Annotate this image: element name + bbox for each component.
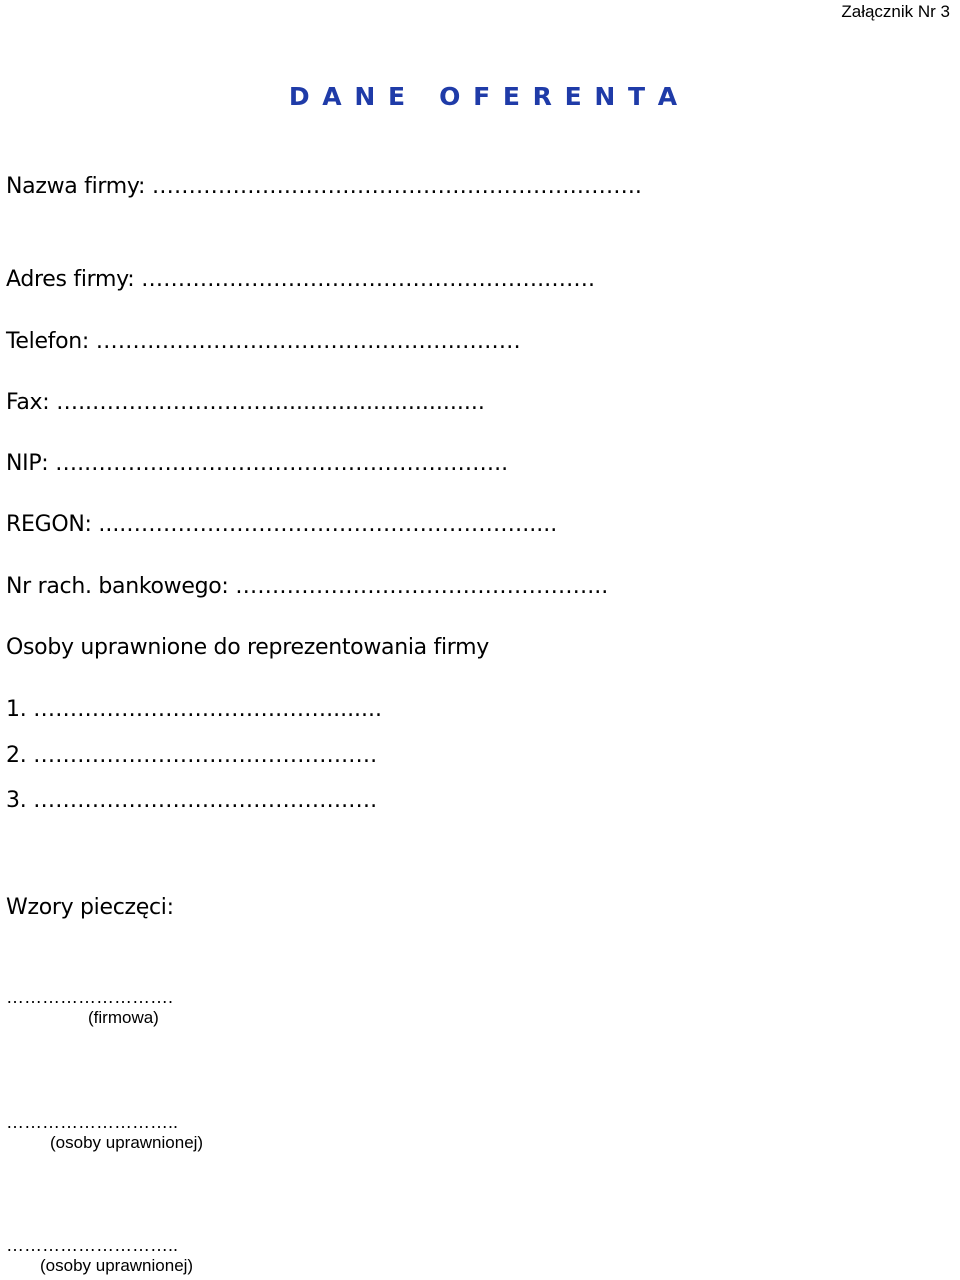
- field-label: REGON:: [6, 512, 92, 537]
- company-address-field: [6, 267, 595, 292]
- fax-field: [6, 390, 485, 415]
- field-label: Nr rach. bankowego:: [6, 574, 229, 599]
- representatives-heading: Osoby uprawnione do reprezentowania firmy: [6, 635, 489, 660]
- representative-line: [6, 697, 382, 722]
- field-label: Telefon:: [6, 329, 90, 354]
- representative-line: [6, 788, 377, 813]
- field-dots: ………………………………………….………: [95, 329, 521, 354]
- field-dots: ……………………………………………….…….: [141, 267, 596, 292]
- stamp-caption: (osoby uprawnionej): [50, 1133, 204, 1152]
- representative-dots: …………………………….……........: [33, 697, 383, 722]
- field-dots: ……………….………………………………….……..: [151, 174, 642, 199]
- representative-dots: …………………………………….….: [33, 743, 378, 768]
- regon-field: [6, 512, 557, 537]
- stamps-heading: Wzory pieczęci:: [6, 895, 174, 920]
- representative-number: 2.: [6, 743, 27, 768]
- field-spacer: [145, 174, 152, 199]
- field-dots: …………………………………………...: [235, 574, 609, 599]
- representative-line: [6, 743, 377, 768]
- field-spacer: [89, 329, 96, 354]
- field-label: Adres firmy:: [6, 267, 135, 292]
- phone-field: [6, 329, 521, 354]
- field-label: NIP:: [6, 451, 49, 476]
- field-dots: …..……………………...............................: [56, 390, 485, 415]
- document-title: D A N E O F E R E N T A: [288, 82, 680, 111]
- field-dots: ....……………………………………………….....: [98, 512, 558, 537]
- field-label: Nazwa firmy:: [6, 174, 146, 199]
- stamp-dots: ………………………..: [6, 1235, 179, 1255]
- stamp-dots: ………………………..: [6, 1112, 179, 1132]
- attachment-label: Załącznik Nr 3: [841, 2, 950, 21]
- stamp-dots: ……………………….: [6, 987, 174, 1007]
- bank-account-field: [6, 574, 608, 599]
- company-stamp-block: [6, 987, 246, 1029]
- stamp-caption: (osoby uprawnionej): [40, 1256, 194, 1275]
- nip-field: [6, 451, 508, 476]
- field-label: Fax:: [6, 390, 50, 415]
- representative-number: 1.: [6, 697, 27, 722]
- representative-number: 3.: [6, 788, 27, 813]
- field-dots: …..………………………………………….……..: [55, 451, 509, 476]
- representative-dots: …………………………………….….: [33, 788, 378, 813]
- company-name-field: [6, 174, 642, 199]
- authorized-person-stamp-block: [6, 1112, 246, 1154]
- stamp-caption: (firmowa): [88, 1008, 159, 1027]
- authorized-person-stamp-block: [6, 1235, 246, 1277]
